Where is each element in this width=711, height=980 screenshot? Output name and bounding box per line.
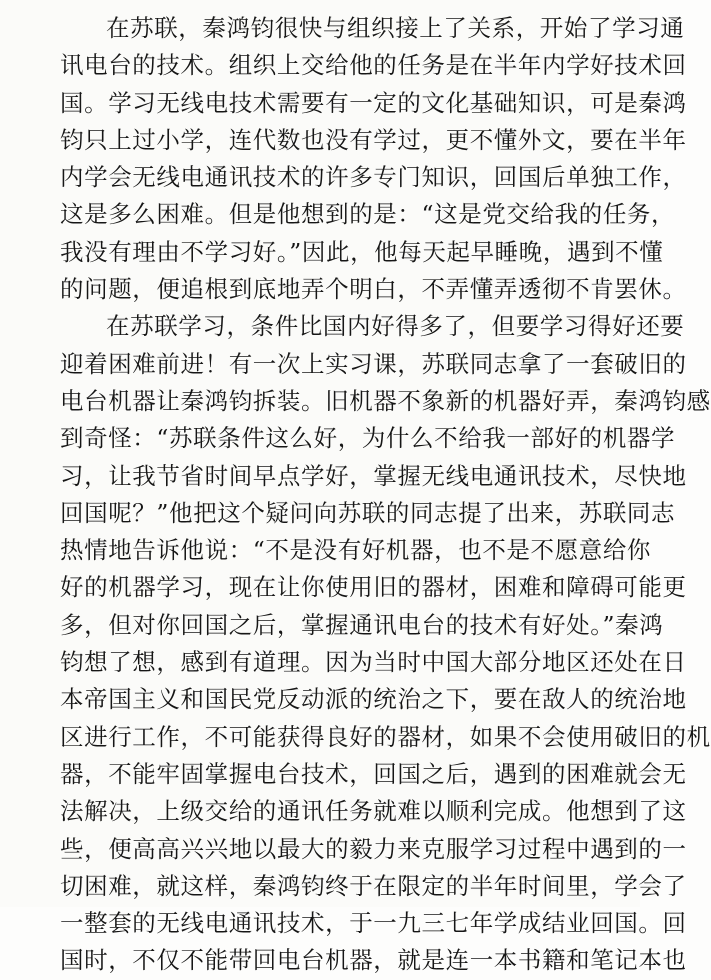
body-text bbox=[60, 10, 711, 980]
text-line: 习，让我节省时间早点学好，掌握无线电通讯技术，尽快地 bbox=[60, 461, 687, 490]
text-line: 到奇怪：“苏联条件这么好，为什么不给我一部好的机器学 bbox=[60, 424, 676, 453]
text-line: 内学会无线电通讯技术的许多专门知识，回国后单独工作， bbox=[60, 163, 687, 192]
text-line: 切困难，就这样，秦鸿钧终于在限定的半年时间里，学会了 bbox=[60, 871, 687, 900]
text-line: 些，便高高兴兴地以最大的毅力来克服学习过程中遇到的一 bbox=[60, 834, 687, 863]
text-line: 钧只上过小学，连代数也没有学过，更不懂外文，要在半年 bbox=[60, 125, 687, 154]
text-line: 本帝国主义和国民党反动派的统治之下，要在敌人的统治地 bbox=[60, 685, 687, 714]
text-line: 钧想了想，感到有道理。因为当时中国大部分地区还处在日 bbox=[60, 648, 687, 677]
text-line: 区进行工作，不可能获得良好的器材，如果不会使用破旧的机 bbox=[60, 722, 711, 751]
text-line: 好的机器学习，现在让你使用旧的器材，困难和障碍可能更 bbox=[60, 573, 687, 602]
text-line: 国时，不仅不能带回电台机器，就是连一本书籍和笔记本也 bbox=[60, 946, 687, 975]
text-line: 迎着困难前进！有一次上实习课，苏联同志拿了一套破旧的 bbox=[60, 349, 687, 378]
text-line: 多，但对你回国之后，掌握通讯电台的技术有好处。”秦鸿 bbox=[60, 610, 664, 639]
text-line: 国。学习无线电技术需要有一定的文化基础知识，可是秦鸿 bbox=[60, 88, 687, 117]
text-line: 器，不能牢固掌握电台技术，回国之后，遇到的困难就会无 bbox=[60, 759, 687, 788]
text-line: 回国呢？”他把这个疑问向苏联的同志提了出来，苏联同志 bbox=[60, 498, 676, 527]
text-line: 在苏联，秦鸿钧很快与组织接上了关系，开始了学习通 bbox=[106, 14, 685, 42]
text-line: 的问题，便追根到底地弄个明白，不弄懂弄透彻不肯罢休。 bbox=[60, 275, 687, 304]
text-line: 讯电台的技术。组织上交给他的任务是在半年内学好技术回 bbox=[60, 51, 687, 80]
text-line: 热情地告诉他说：“不是没有好机器，也不是不愿意给你 bbox=[60, 536, 652, 565]
text-line: 这是多么困难。但是他想到的是：“这是党交给我的任务， bbox=[60, 200, 676, 229]
text-line: 法解决，上级交给的通讯任务就难以顺利完成。他想到了这 bbox=[60, 797, 687, 826]
text-line: 在苏联学习，条件比国内好得多了，但要学习得好还要 bbox=[106, 312, 685, 341]
text-line: 电台机器让秦鸿钧拆装。旧机器不象新的机器好弄，秦鸿钧感 bbox=[60, 386, 711, 415]
text-line: 一整套的无线电通讯技术，于一九三七年学成结业回国。回 bbox=[60, 909, 687, 938]
text-line: 我没有理由不学习好。”因此，他每天起早睡晚，遇到不懂 bbox=[60, 237, 664, 266]
